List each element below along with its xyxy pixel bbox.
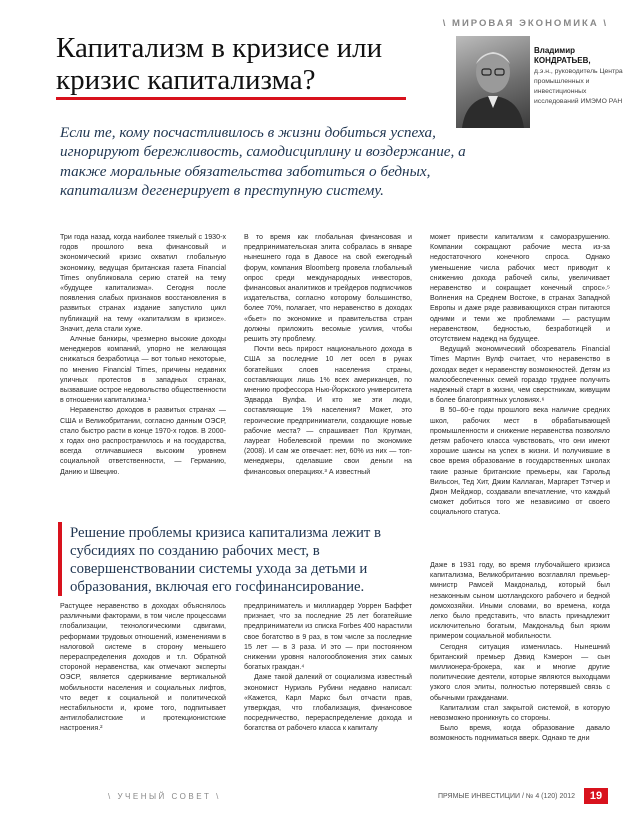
- paragraph: Почти весь прирост национального дохода в США за последние 10 лет осел в руках богатейших слоев населения страны, составляющих лишь 1% всех американцев, по мнению профессора Нью-Йоркского университета Эдварда Вулфа. И кто же эти люди, составляющие 1% населения? Может, это героические предприниматели, создающие новые рабочие места? — спрашивает Пол Кругман, лауреат Нобелевской премии по экономике (2008). И сам же отвечает: нет, 60% из них — топ-менеджеры, сделавшие свои деньги на финансовых операциях.³ А известный: [244, 345, 412, 476]
- section-tag: \ МИРОВАЯ ЭКОНОМИКА \: [442, 18, 608, 29]
- paragraph: Даже в 1931 году, во время глубочайшего кризиса капитализма, Великобританию возглавлял премьер-министр Рамсей Макдональд, который был незаконным сыном шотландского рабочего и бедной домохозяйки. Иными словами, во времена, когда легко было представить, что власть принадлежит исключительно богатым, Макдональд был ярким примером социальной мобильности.: [430, 561, 610, 641]
- column-right-top: [430, 232, 610, 518]
- paragraph: В 50–60-е годы прошлого века наличие средних школ, рабочих мест в обрабатывающей промышленности и снижение неравенства позволяло детям рабочего класса чувствовать, что они имеют хорошие шансы на успех в жизни. И получившие в свое время образование в государственных школах такие разные британские премьеры, как Гарольд Вильсон, Тед Хит, Джим Каллаган, Маргарет Тэтчер и Джон Мейджор, создавали впечатление, что каждый сможет добиться того же независимо от своего социального статуса.: [430, 406, 610, 517]
- paragraph: В то время как глобальная финансовая и предпринимательская элита собралась в январе нынешнего года в Давосе на свой ежегодный форум, компания Bloomberg провела глобальный опрос среди международных инвесторов, финансовых аналитиков и трейдеров подписчиков издательства, согласно которому большинство, более 70%, полагает, что неравенство в доходах «бьет» по экономике и правительства стран должны приложить весомые усилия, чтобы решить эту проблему.: [244, 233, 412, 344]
- paragraph: Растущее неравенство в доходах объяснялось различными факторами, в том числе процессами глобализации, технологическими сдвигами, реформами трудовых отношений, изменениями в налоговой системе в сторону меньшего перераспределения доходов и т.п. Обратной стороной неравенства, как отмечают эксперты ОЭСР, является сдерживание вертикальной мобильности населения и социальных лифтов, что ведет к социальной и политической нестабильности и, кроме того, подпитывает антиглобалистские и протекционистские настроения.²: [60, 602, 226, 733]
- title-underline: [56, 97, 406, 100]
- paragraph: предприниматель и миллиардер Уоррен Баффет признает, что за последние 25 лет богатейшие предприниматели из списка Forbes 400 нарастили свое богатство в 9 раз, в том числе за последние 15 лет — в 3 раза. И это — при постоянном снижении уровня налогообложения этих самых богатых граждан.⁴: [244, 602, 412, 672]
- column-bottom-middle: [244, 601, 412, 734]
- footer-section: \ УЧЕНЫЙ СОВЕТ \: [108, 792, 221, 801]
- article-title: Капитализм в кризисе или кризис капитализма?: [56, 32, 383, 96]
- author-name: [534, 46, 591, 66]
- paragraph: Неравенство доходов в развитых странах — США и Великобритании, согласно данным ОЭСР, стало быстро расти в конце 1970-х годов. В 2000-х годах оно распространилось и на государства, всегда отличавшиеся высоким уровнем социальной ответственности, — Германию, Данию и Швецию.: [60, 406, 226, 476]
- column-right-bottom: [430, 560, 610, 744]
- paragraph: Капитализм стал закрытой системой, в которую невозможно проникнуть со стороны.: [430, 703, 610, 723]
- column-bottom-left: [60, 601, 226, 734]
- paragraph: Даже такой далекий от социализма известный экономист Нуриэль Рубини недавно написал: «Кажется, Карл Маркс был отчасти прав, утверждая, что глобализация, финансовое посредничество, перераспределение дохода и богатства от рабочего класса к капиталу: [244, 673, 412, 733]
- page-number: 19: [584, 788, 608, 804]
- paragraph: Сегодня ситуация изменилась. Нынешний британский премьер Дэвид Кэмерон — сын миллионера-брокера, как и многие другие политические деятели, которые являются выходцами узкого слоя элиты, полностью потерявшей связь с обычными гражданами.: [430, 642, 610, 702]
- pull-quote-bar: [58, 522, 62, 596]
- pull-quote: Решение проблемы кризиса капитализма лежит в субсидиях по созданию рабочих мест, в совершенствовании системы ухода за детьми и образования, включая его госфинансирование.: [70, 525, 382, 595]
- column-left: [60, 232, 226, 477]
- paragraph: Было время, когда образование давало возможность подниматься вверх. Однако те дни: [430, 724, 610, 743]
- paragraph: Три года назад, когда наиболее тяжелый с 1930-х годов прошлого века финансовый и экономический кризис охватил глобальную экономику, ведущая британская газета Financial Times опубликовала серию статей на тему «будущее капитализма». Сегодня после появления слабых признаков восстановления в развитых странах издание запустило цикл публикаций на тему «капитализм в кризисе». Значит, дела стали хуже.: [60, 233, 226, 333]
- paragraph: Ведущий экономический обозреватель Financial Times Мартин Вулф считает, что неравенство в доходах ведет к неравенству возможностей. Детям из малообеспеченных семей гораздо труднее получить надежный старт в жизни, чем сверстникам, живущим в более благоприятных условиях.⁶: [430, 345, 610, 405]
- footer-publication: ПРЯМЫЕ ИНВЕСТИЦИИ / № 4 (120) 2012: [438, 793, 576, 800]
- lead-paragraph: Если те, кому посчастливилось в жизни добиться успеха, игнорируют бережливость, самодисциплину и воздержание, а также моральные обязательства заботиться о бедных, капитализм дегенерирует в преступную систему.: [60, 124, 466, 200]
- column-middle: [244, 232, 412, 477]
- paragraph: может привести капитализм к саморазрушению. Компании сокращают рабочие места из-за недостаточного конечного спроса. Однако уменьшение числа рабочих мест приводит к снижению дохода рабочей силы, увеличивает неравенство и сокращает конечный спрос».⁵ Волнения на Среднем Востоке, в странах Западной Европы и даже ряде развивающихся стран питаются одними и теми же проблемами — растущим неравенством, бедностью, безработицей и отсутствием надежд на будущее.: [430, 233, 610, 344]
- author-photo: [456, 36, 530, 128]
- author-role: д.э.н., руководитель Центра промышленных и инвестиционных исследований ИМЭМО РАН: [534, 68, 623, 105]
- author-last-name: КОНДРАТЬЕВ,: [534, 56, 591, 65]
- paragraph: Алчные банкиры, чрезмерно высокие доходы менеджеров компаний, упорно не желающая снижаться безработица — вот только некоторые, по мнению Financial Times, причины недавних уличных протестов в западных странах, вызвавшие острое недовольство общественности в отношении капитализма.¹: [60, 335, 226, 405]
- author-first-name: Владимир: [534, 46, 576, 55]
